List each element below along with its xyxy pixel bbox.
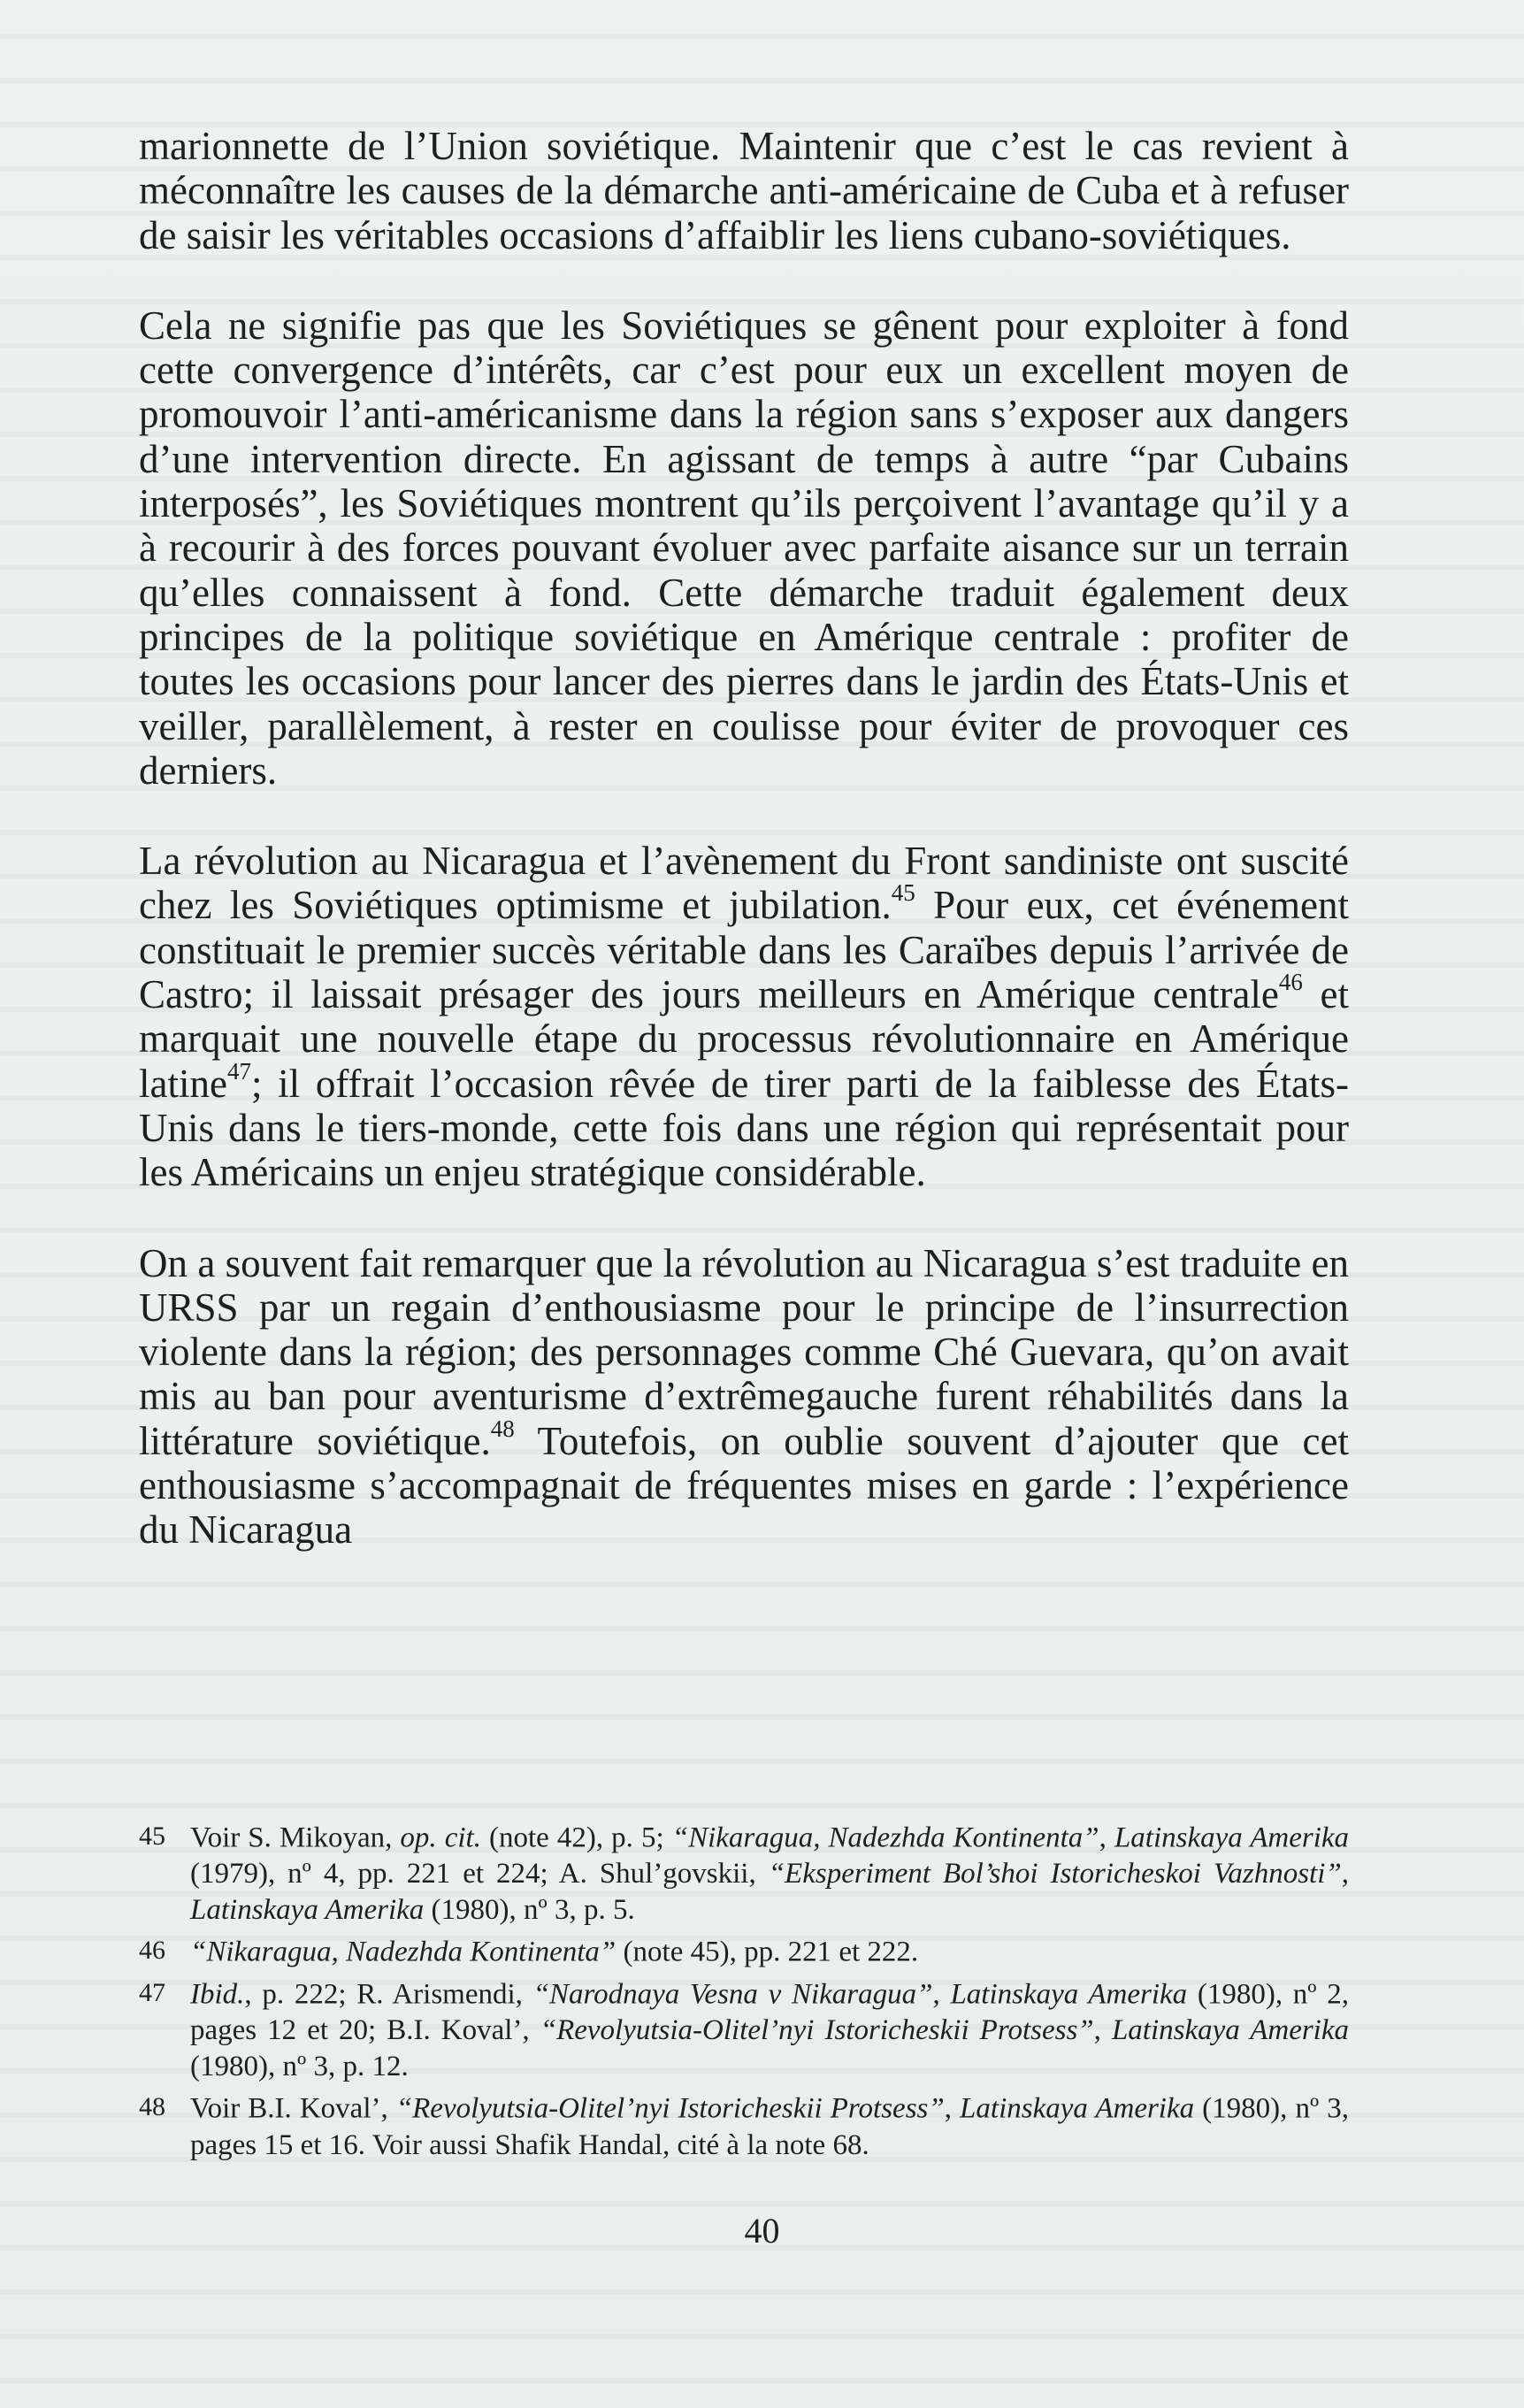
- footnote-italic: “Revolyutsia-Olitel’nyi Istoricheskii Protsess”: [540, 2014, 1094, 2047]
- paragraph-3-text: et marquait une nouvelle étape du processus révolutionnaire en Amérique latine: [139, 972, 1350, 1106]
- footnote-text: (1980), nº 3, pages 15 et 16. Voir aussi Shafik Handal, cité à la note 68.: [190, 2092, 1349, 2161]
- body-text: [139, 124, 1349, 1599]
- footnote-italic: Latinskaya Amerika: [190, 1894, 425, 1927]
- paragraph-3-text: ; il offrait l’occasion rêvée de tirer parti de la faiblesse des États-Unis dans le tiers-monde, cette fois dans une région qui représentait pour les Américains un enjeu stratégique considérable.: [139, 1061, 1349, 1195]
- footnotes: [139, 1818, 1349, 2167]
- paragraph-4: [139, 1241, 1349, 1553]
- footnote-text: ,: [1093, 2014, 1112, 2047]
- footnote-text: (note 45), pp. 221 et 222.: [616, 1936, 919, 1968]
- footnote-italic: Latinskaya Amerika: [1111, 2014, 1349, 2047]
- paragraph-1: marionnette de l’Union soviétique. Maintenir que c’est le cas revient à méconnaître les causes de la démarche anti-américaine de Cuba et à refuser de saisir les véritables occasions d’affaiblir les liens cubano-soviétiques.: [139, 124, 1349, 257]
- footnote-italic: Latinskaya Amerika: [950, 1978, 1188, 2011]
- footnote-italic: op. cit.: [400, 1821, 481, 1854]
- footnote-number: 46: [139, 1936, 165, 1966]
- footnote-italic: Ibid.: [190, 1978, 245, 2011]
- paragraph-4-text: On a souvent fait remarquer que la révolution au Nicaragua s’est traduite en URSS par un regain d’enthousiasme pour le principe de l’insurrection violente dans la région; des personnages comme Ché Guevara, qu’on avait mis au ban pour aventurisme d’extrêmegauche furent réhabilités dans la littérature soviétique.: [139, 1240, 1349, 1463]
- footnote-italic: Latinskaya Amerika: [960, 2092, 1195, 2125]
- footnote-text: ,: [1341, 1858, 1349, 1890]
- note-ref-45[interactable]: 45: [891, 879, 915, 907]
- footnote-italic: “Revolyutsia-Olitel’nyi Istoricheskii Protsess”: [395, 2092, 945, 2125]
- footnote-number: 47: [139, 1977, 165, 2007]
- footnote-italic: “Nikaragua, Nadezhda Kontinenta”: [190, 1936, 616, 1968]
- note-ref-46[interactable]: 46: [1278, 968, 1303, 995]
- footnote-text: ,: [944, 2092, 961, 2125]
- footnote-text: Voir S. Mikoyan,: [190, 1821, 401, 1854]
- footnote-text: (1979), nº 4, pp. 221 et 224; A. Shul’govskii,: [190, 1858, 769, 1890]
- paragraph-3-text: Pour eux, cet événement constituait le premier succès véritable dans les Caraïbes depuis l’arrivée de Castro; il laissait présager des jours meilleurs en Amérique centrale: [139, 883, 1349, 1017]
- footnote-italic: “Narodnaya Vesna v Nikaragua”: [532, 1978, 933, 2011]
- footnote-46: [139, 1932, 1349, 1970]
- footnote-text: , p. 222; R. Arismendi,: [244, 1978, 533, 2011]
- footnote-italic: Latinskaya Amerika: [1114, 1821, 1350, 1854]
- footnote-number: 45: [139, 1821, 165, 1851]
- footnote-italic: “Eksperiment Bol’shoi Istoricheskoi Vazhnosti”: [768, 1858, 1342, 1890]
- note-ref-47[interactable]: 47: [226, 1057, 251, 1085]
- footnote-text: (1980), nº 2, pages 12 et 20; B.I. Koval’,: [190, 1978, 1349, 2047]
- footnote-48: [139, 2089, 1349, 2163]
- paragraph-4-text: Toutefois, on oublie souvent d’ajouter que cet enthousiasme s’accompagnait de fréquentes mises en garde : l’expérience du Nicaragua: [139, 1418, 1349, 1553]
- paragraph-3: [139, 839, 1349, 1194]
- footnote-number: 48: [139, 2092, 165, 2122]
- footnote-text: ,: [1099, 1821, 1114, 1854]
- footnote-text: (1980), nº 3, p. 5.: [424, 1894, 635, 1927]
- paragraph-2: Cela ne signifie pas que les Soviétiques se gênent pour exploiter à fond cette convergence d’intérêts, car c’est pour eux un excellent moyen de promouvoir l’anti-américanisme dans la région sans s’exposer aux dangers d’une intervention directe. En agissant de temps à autre “par Cubains interposés”, les Soviétiques montrent qu’ils perçoivent l’avantage qu’il y a à recourir à des forces pouvant évoluer avec parfaite aisance sur un terrain qu’elles connaissent à fond. Cette démarche traduit également deux principes de la politique soviétique en Amérique centrale : profiter de toutes les occasions pour lancer des pierres dans le jardin des États-Unis et veiller, parallèlement, à rester en coulisse pour éviter de provoquer ces derniers.: [139, 303, 1349, 793]
- footnote-45: [139, 1818, 1349, 1929]
- footnote-text: (1980), nº 3, p. 12.: [190, 2051, 409, 2083]
- paragraph-3-text: La révolution au Nicaragua et l’avènement du Front sandiniste ont suscité chez les Soviétiques optimisme et jubilation.: [139, 839, 1349, 928]
- note-ref-48[interactable]: 48: [490, 1415, 515, 1442]
- footnote-text: ,: [932, 1978, 951, 2011]
- footnote-text: (note 42), p. 5;: [480, 1821, 672, 1854]
- footnote-text: Voir B.I. Koval’,: [190, 2092, 396, 2125]
- footnote-italic: “Nikaragua, Nadezhda Kontinenta”: [671, 1821, 1099, 1854]
- page-number: 40: [744, 2211, 780, 2251]
- footnote-47: [139, 1975, 1349, 2085]
